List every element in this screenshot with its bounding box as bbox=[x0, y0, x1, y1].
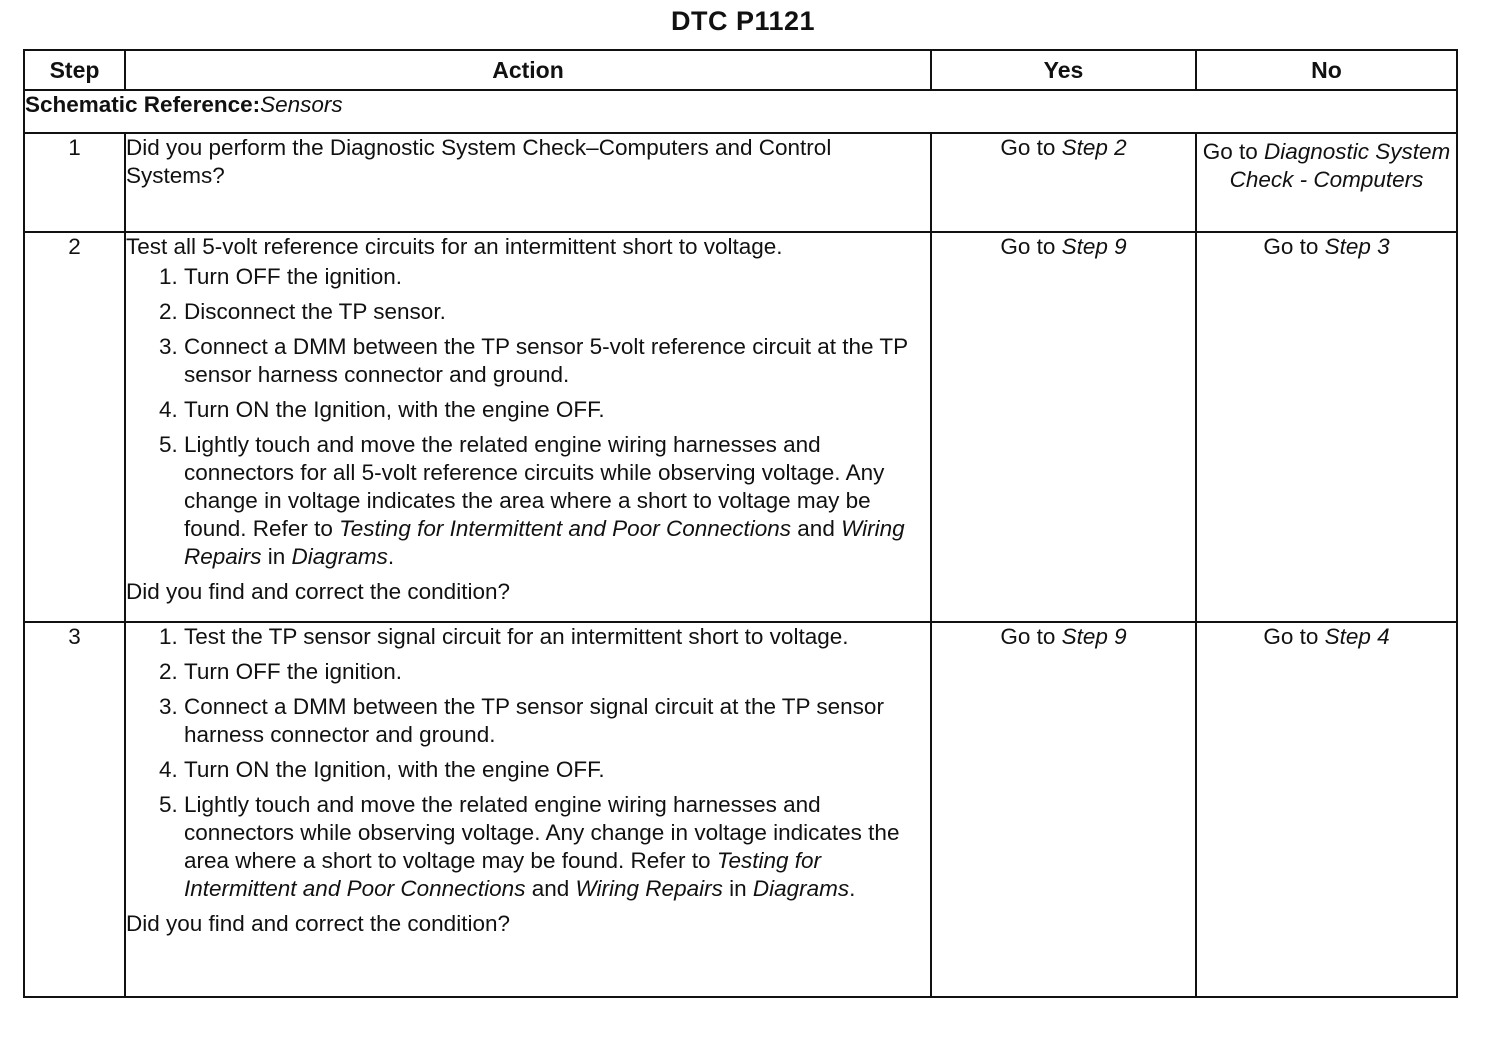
no-cell bbox=[1196, 622, 1457, 997]
item-text: Lightly touch and move the related engine wiring harnesses and connectors while observing voltage. Any change in voltage indicates the area where a short to voltage may be found. Refer to bbox=[184, 792, 900, 873]
action-text: Did you perform the Diagnostic System Check–Computers and Control Systems? bbox=[126, 135, 832, 188]
yes-prefix: Go to bbox=[1000, 234, 1062, 259]
list-item bbox=[184, 791, 930, 903]
list-item: 1. Turn OFF the ignition. bbox=[184, 263, 930, 291]
item-text: and bbox=[525, 876, 576, 901]
step-number: 3 bbox=[24, 622, 125, 997]
list-item bbox=[184, 431, 930, 571]
action-question: Did you find and correct the condition? bbox=[126, 911, 510, 936]
no-cell bbox=[1196, 232, 1457, 622]
item-text: Lightly touch and move the related engine wiring harnesses and connectors for all 5-volt reference circuits while observing voltage. Any change in voltage indicates the area where a short to voltage may be found. Refer to bbox=[184, 432, 885, 541]
header-action: Action bbox=[125, 50, 931, 90]
no-cell bbox=[1196, 133, 1457, 232]
list-item: 2. Disconnect the TP sensor. bbox=[184, 298, 930, 326]
no-link[interactable]: Diagnostic System Check - Computers bbox=[1229, 139, 1451, 192]
page-title: DTC P1121 bbox=[670, 6, 816, 36]
table-row bbox=[24, 622, 1457, 997]
table-row bbox=[24, 133, 1457, 232]
yes-link[interactable]: Step 9 bbox=[1061, 234, 1127, 259]
action-question: Did you find and correct the condition? bbox=[126, 579, 510, 604]
step-number: 1 bbox=[24, 133, 125, 232]
reference-link[interactable]: Wiring Repairs bbox=[575, 876, 723, 901]
item-text: and bbox=[791, 516, 842, 541]
no-link[interactable]: Step 4 bbox=[1324, 624, 1390, 649]
yes-cell bbox=[931, 622, 1196, 997]
schematic-label: Schematic Reference: bbox=[25, 92, 261, 117]
diagnostic-table bbox=[23, 49, 1458, 998]
no-link[interactable]: Step 3 bbox=[1324, 234, 1390, 259]
table-row bbox=[24, 232, 1457, 622]
list-item: 1. Test the TP sensor signal circuit for an intermittent short to voltage. bbox=[184, 623, 930, 651]
reference-link[interactable]: Diagrams bbox=[291, 544, 388, 569]
schematic-reference bbox=[24, 90, 1457, 133]
item-text: in bbox=[261, 544, 292, 569]
step-number: 2 bbox=[24, 232, 125, 622]
list-item: 4. Turn ON the Ignition, with the engine OFF. bbox=[184, 756, 930, 784]
schematic-value: Sensors bbox=[260, 92, 343, 117]
no-prefix: Go to bbox=[1202, 139, 1264, 164]
schematic-row bbox=[24, 90, 1457, 133]
header-row bbox=[24, 50, 1457, 90]
yes-cell bbox=[931, 133, 1196, 232]
action-cell bbox=[125, 622, 931, 997]
reference-link[interactable]: Testing for Intermittent and Poor Connections bbox=[184, 848, 822, 901]
yes-prefix: Go to bbox=[1000, 135, 1062, 160]
procedure-list bbox=[126, 263, 930, 571]
yes-link[interactable]: Step 2 bbox=[1061, 135, 1127, 160]
item-text: . bbox=[387, 544, 395, 569]
list-item: 4. Turn ON the Ignition, with the engine OFF. bbox=[184, 396, 930, 424]
reference-link[interactable]: Wiring Repairs bbox=[184, 516, 905, 569]
action-cell bbox=[125, 133, 931, 232]
item-text: in bbox=[722, 876, 753, 901]
header-no: No bbox=[1196, 50, 1457, 90]
procedure-list bbox=[126, 623, 930, 903]
yes-prefix: Go to bbox=[1000, 624, 1062, 649]
no-prefix: Go to bbox=[1263, 624, 1325, 649]
header-step: Step bbox=[24, 50, 125, 90]
list-item: 2. Turn OFF the ignition. bbox=[184, 658, 930, 686]
yes-link[interactable]: Step 9 bbox=[1061, 624, 1127, 649]
yes-cell bbox=[931, 232, 1196, 622]
list-item: 3. Connect a DMM between the TP sensor signal circuit at the TP sensor harness connector and ground. bbox=[184, 693, 930, 749]
list-item: 3. Connect a DMM between the TP sensor 5-volt reference circuit at the TP sensor harness connector and ground. bbox=[184, 333, 930, 389]
action-cell bbox=[125, 232, 931, 622]
no-prefix: Go to bbox=[1263, 234, 1325, 259]
item-text: . bbox=[849, 876, 856, 901]
reference-link[interactable]: Diagrams bbox=[752, 876, 850, 901]
action-intro: Test all 5-volt reference circuits for an intermittent short to voltage. bbox=[126, 234, 783, 259]
header-yes: Yes bbox=[931, 50, 1196, 90]
reference-link[interactable]: Testing for Intermittent and Poor Connections bbox=[339, 516, 792, 541]
